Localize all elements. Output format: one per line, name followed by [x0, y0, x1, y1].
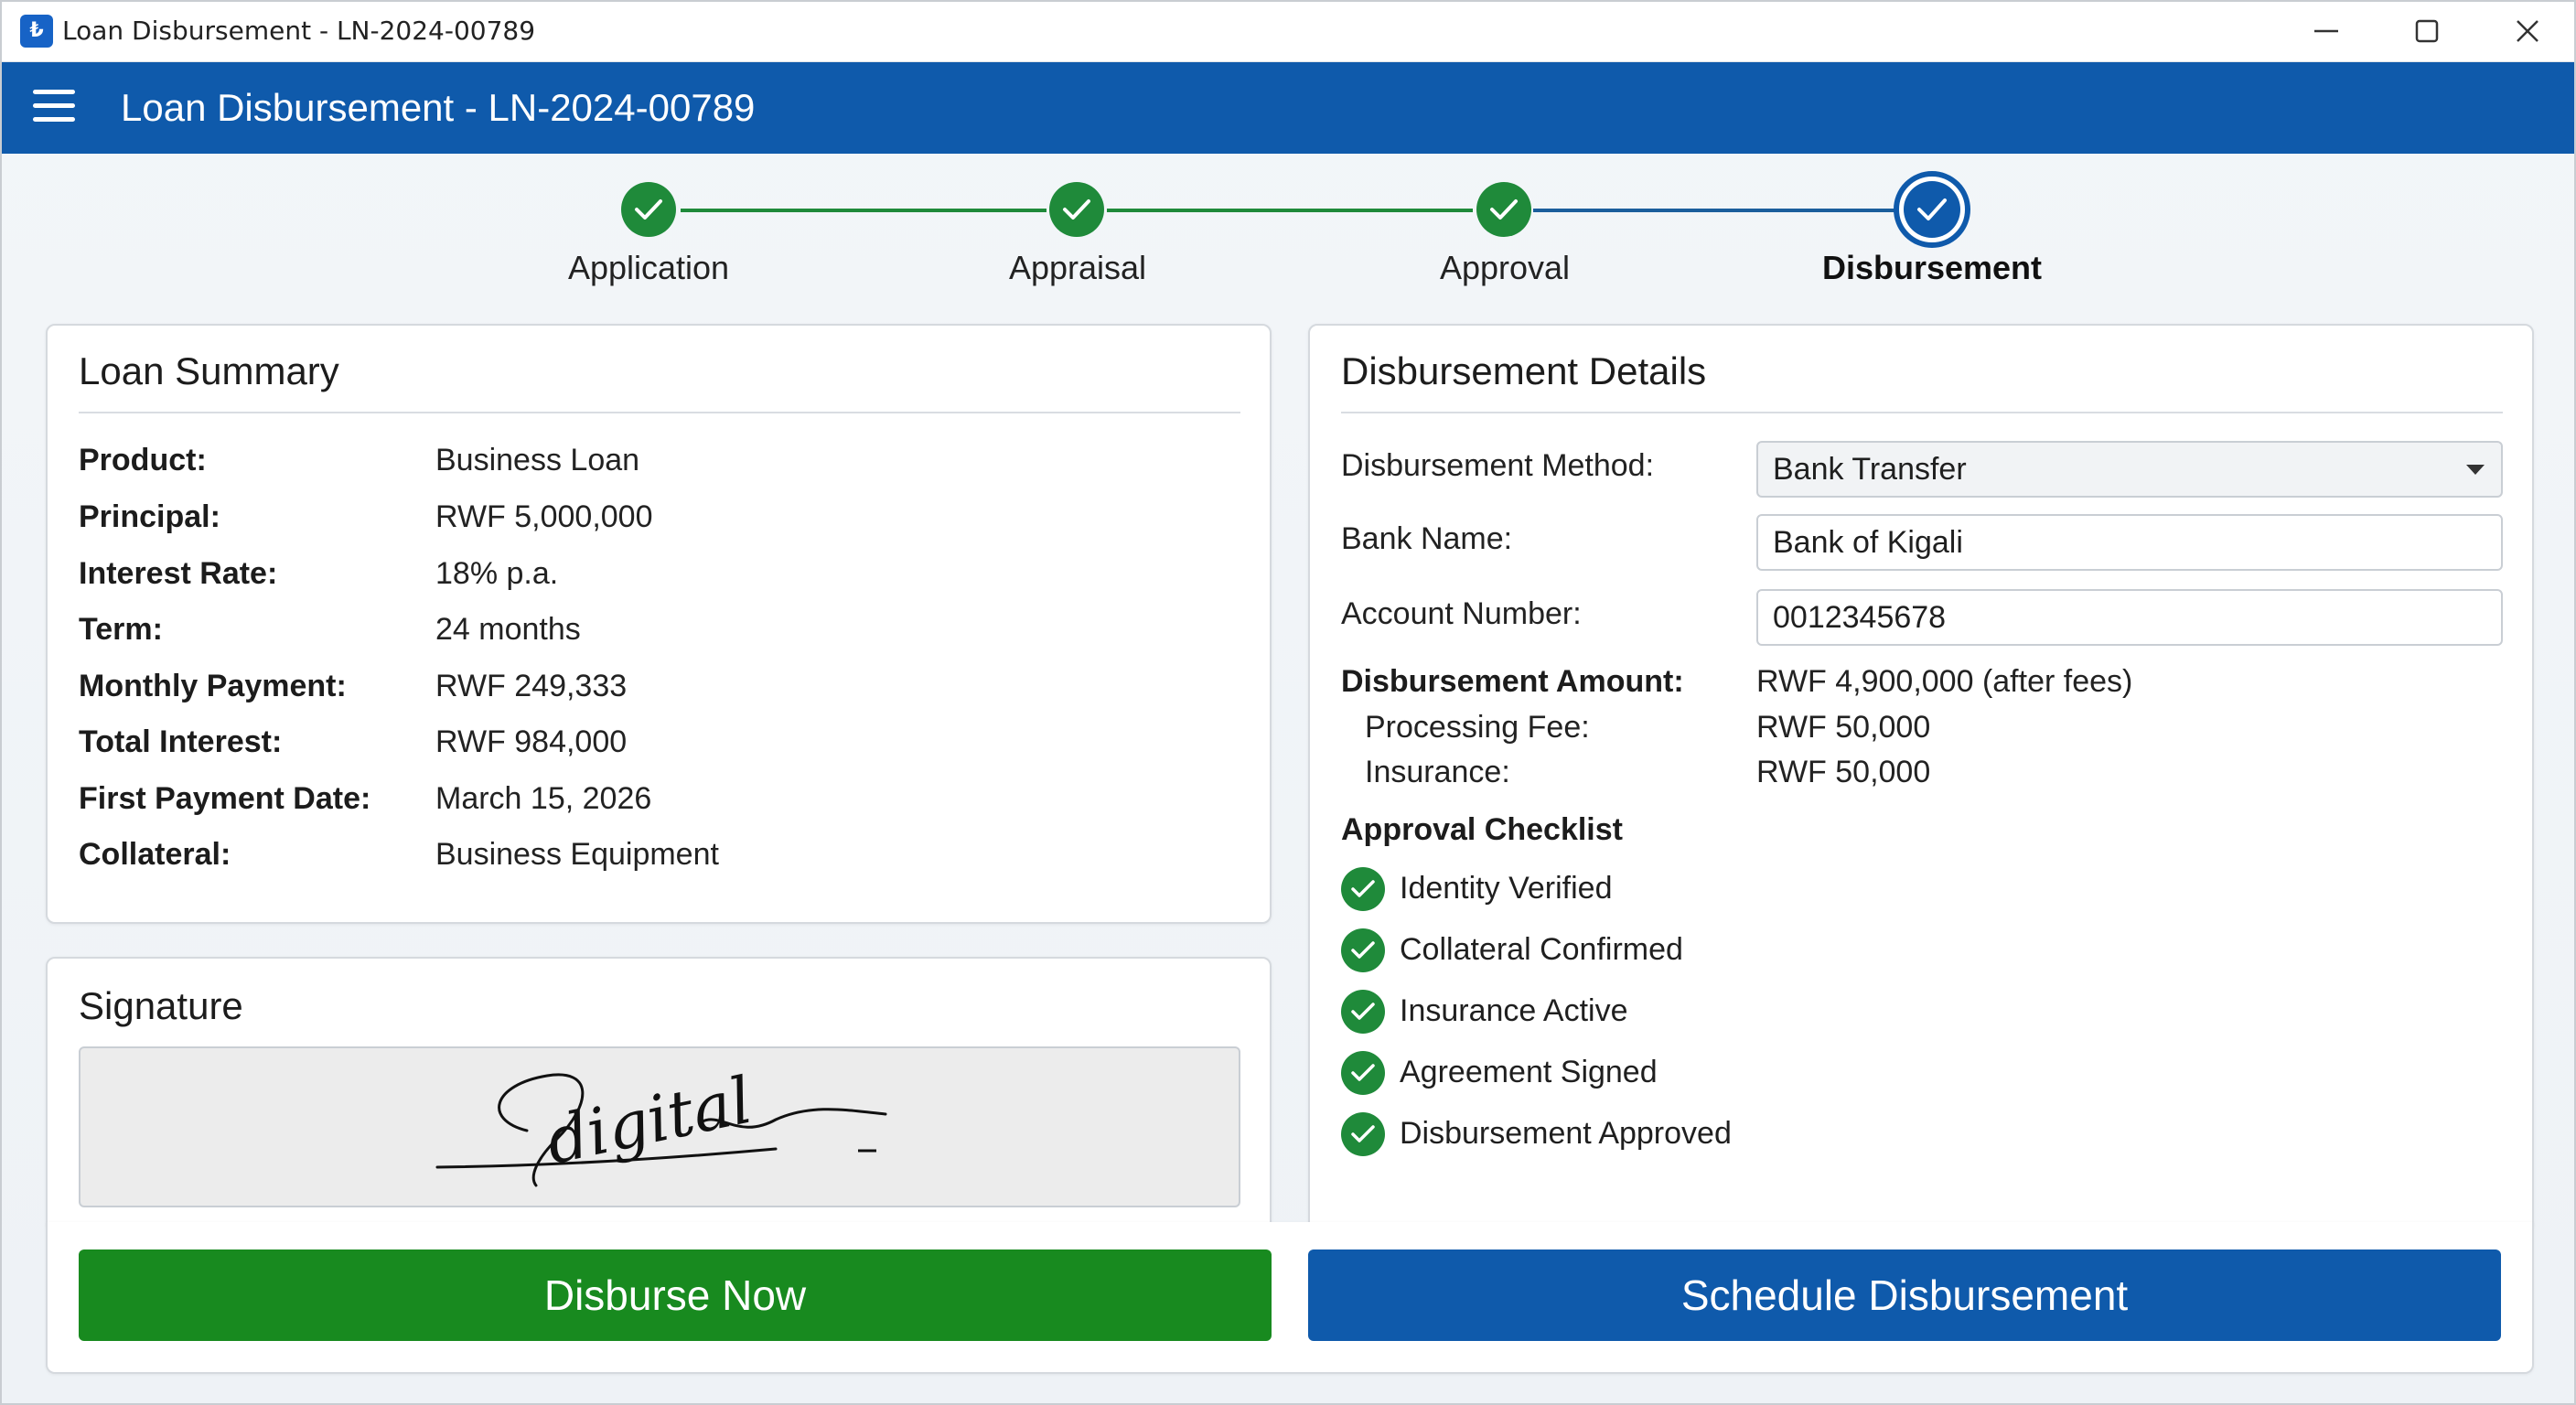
step-current-check-icon [1894, 171, 1970, 248]
processing-fee-label: Processing Fee: [1365, 710, 1590, 745]
app-header [2, 62, 2574, 154]
check-circle-icon [1341, 928, 1385, 972]
disbursement-amount-label: Disbursement Amount: [1341, 664, 1684, 699]
page-title: Loan Disbursement - LN-2024-00789 [121, 86, 756, 129]
account-number-input[interactable] [1756, 589, 2503, 646]
first-payment-date-label: First Payment Date: [79, 781, 371, 816]
term-value: 24 months [435, 612, 581, 647]
checklist-item-label: Disbursement Approved [1400, 1116, 1732, 1151]
check-circle-icon [1341, 1112, 1385, 1156]
product-label: Product: [79, 443, 207, 477]
signature-pad[interactable] [79, 1046, 1240, 1207]
divider [79, 412, 1240, 413]
signature-title: Signature [79, 984, 243, 1027]
disbursement-method-select[interactable] [1756, 441, 2503, 498]
app-icon: ₺ [20, 15, 53, 48]
disbursement-amount-value: RWF 4,900,000 (after fees) [1756, 664, 2133, 699]
hamburger-menu-icon[interactable] [33, 90, 77, 126]
term-label: Term: [79, 612, 163, 647]
collateral-label: Collateral: [79, 837, 231, 872]
checklist-item [1341, 1112, 1981, 1158]
check-circle-icon [1341, 1051, 1385, 1095]
account-number-label: Account Number: [1341, 596, 1582, 631]
bank-name-value: Bank of Kigali [1773, 525, 1963, 560]
principal-label: Principal: [79, 499, 220, 534]
step-label-approval: Approval [1439, 249, 1571, 286]
step-complete-check-icon [621, 182, 676, 237]
monthly-payment-value: RWF 249,333 [435, 669, 628, 703]
title-bar [2, 2, 2574, 62]
signature-drawing [80, 1048, 1242, 1209]
step-label-appraisal: Appraisal [1008, 249, 1147, 286]
step-complete-check-icon [1476, 182, 1531, 237]
signature-text: digital [540, 1062, 758, 1179]
check-circle-icon [1341, 867, 1385, 911]
maximize-button[interactable] [2377, 2, 2477, 60]
checklist-item [1341, 928, 1981, 974]
step-connector [681, 209, 1046, 212]
bank-name-input[interactable] [1756, 514, 2503, 571]
signature-card [46, 957, 1272, 1231]
checklist-item [1341, 1051, 1981, 1097]
check-circle-icon [1341, 990, 1385, 1034]
principal-value: RWF 5,000,000 [435, 499, 653, 534]
insurance-label: Insurance: [1365, 755, 1510, 789]
account-number-value: 0012345678 [1773, 600, 1947, 635]
monthly-payment-label: Monthly Payment: [79, 669, 347, 703]
bank-name-label: Bank Name: [1341, 521, 1513, 556]
loan-summary-card [46, 324, 1272, 924]
first-payment-date-value: March 15, 2026 [435, 781, 652, 816]
minimize-button[interactable] [2276, 2, 2377, 60]
step-complete-check-icon [1049, 182, 1104, 237]
checklist-item-label: Insurance Active [1400, 993, 1628, 1028]
interest-rate-value: 18% p.a. [435, 556, 559, 591]
divider [1341, 412, 2503, 413]
step-connector [1107, 209, 1473, 212]
loan-summary-title: Loan Summary [79, 349, 339, 392]
progress-stepper [2, 154, 2574, 318]
disbursement-details-title: Disbursement Details [1341, 349, 1707, 392]
disbursement-details-card [1308, 324, 2534, 1231]
disburse-now-button[interactable]: Disburse Now [79, 1249, 1272, 1341]
step-connector [1533, 209, 1899, 212]
product-value: Business Loan [435, 443, 640, 477]
close-button[interactable] [2477, 2, 2576, 60]
approval-checklist-title: Approval Checklist [1341, 812, 1623, 847]
total-interest-value: RWF 984,000 [435, 724, 628, 759]
checklist-item [1341, 990, 1981, 1035]
collateral-value: Business Equipment [435, 837, 719, 872]
interest-rate-label: Interest Rate: [79, 556, 278, 591]
step-label-disbursement: Disbursement [1821, 249, 2043, 286]
checklist-item-label: Collateral Confirmed [1400, 932, 1683, 967]
checklist-item [1341, 867, 1981, 913]
insurance-value: RWF 50,000 [1756, 755, 1931, 789]
step-label-application: Application [567, 249, 730, 286]
processing-fee-value: RWF 50,000 [1756, 710, 1931, 745]
total-interest-label: Total Interest: [79, 724, 283, 759]
checklist-item-label: Agreement Signed [1400, 1055, 1658, 1089]
checklist-item-label: Identity Verified [1400, 871, 1613, 906]
close-icon [2512, 16, 2543, 47]
disbursement-method-label: Disbursement Method: [1341, 448, 1655, 483]
schedule-disbursement-button[interactable]: Schedule Disbursement [1308, 1249, 2501, 1341]
minimize-icon [2311, 16, 2342, 47]
disbursement-method-value: Bank Transfer [1773, 452, 1967, 487]
maximize-icon [2411, 16, 2442, 47]
chevron-down-icon [2466, 465, 2485, 476]
window-title: Loan Disbursement - LN-2024-00789 [62, 16, 536, 46]
